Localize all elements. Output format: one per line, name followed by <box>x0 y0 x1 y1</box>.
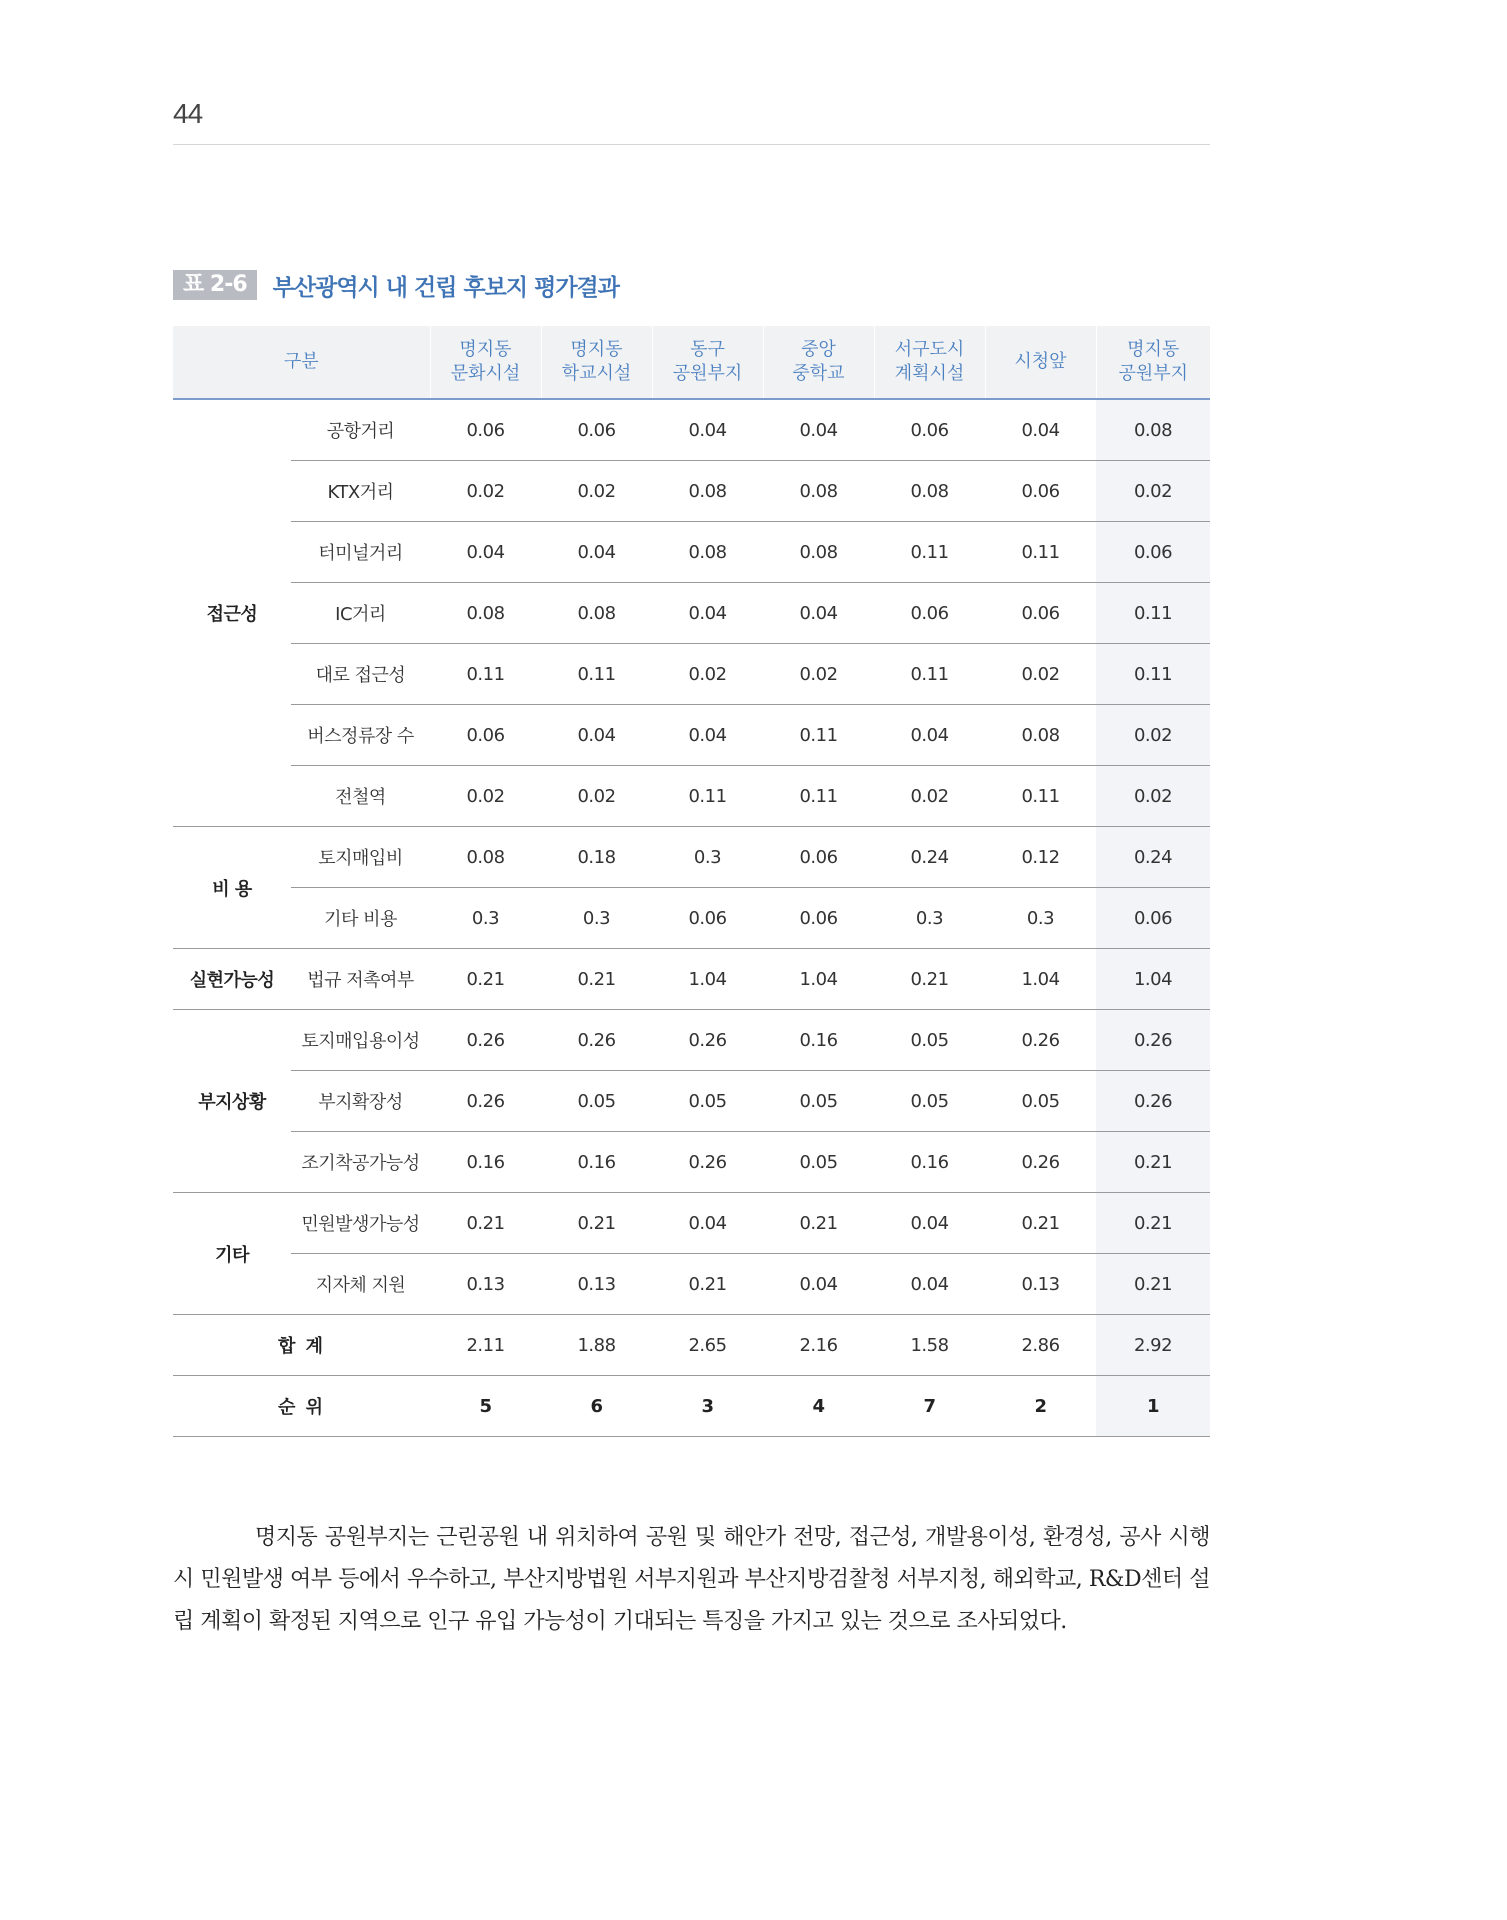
value-cell: 0.18 <box>541 827 652 888</box>
value-cell: 0.16 <box>874 1132 985 1193</box>
value-cell: 0.02 <box>985 644 1096 705</box>
value-cell: 0.06 <box>985 461 1096 522</box>
value-cell: 0.08 <box>652 522 763 583</box>
value-cell: 0.02 <box>541 766 652 827</box>
value-cell: 0.02 <box>652 644 763 705</box>
value-cell: 0.02 <box>541 461 652 522</box>
value-cell: 0.21 <box>985 1193 1096 1254</box>
value-cell: 1.04 <box>1096 949 1210 1010</box>
category-cell: 기타 <box>173 1193 291 1315</box>
value-cell: 0.11 <box>430 644 541 705</box>
value-cell: 0.11 <box>652 766 763 827</box>
value-cell: 0.3 <box>652 827 763 888</box>
value-cell: 0.21 <box>1096 1132 1210 1193</box>
value-cell: 0.13 <box>985 1254 1096 1315</box>
value-cell: 0.08 <box>763 461 874 522</box>
rank-value-cell: 5 <box>430 1376 541 1437</box>
value-cell: 0.06 <box>763 888 874 949</box>
column-header-line: 명지동 <box>1127 339 1180 360</box>
table-label: 표 2-6 <box>173 270 257 300</box>
table-row <box>173 399 1210 461</box>
table-caption <box>173 270 619 300</box>
value-cell: 0.21 <box>652 1254 763 1315</box>
table-row <box>173 888 1210 949</box>
total-label: 합 계 <box>173 1315 430 1376</box>
value-cell: 0.04 <box>985 399 1096 461</box>
total-row <box>173 1315 1210 1376</box>
value-cell: 0.06 <box>1096 522 1210 583</box>
value-cell: 0.06 <box>874 583 985 644</box>
value-cell: 0.26 <box>430 1071 541 1132</box>
value-cell: 0.21 <box>541 1193 652 1254</box>
value-cell: 0.11 <box>763 705 874 766</box>
column-header-line: 학교시설 <box>561 363 632 384</box>
value-cell: 0.06 <box>763 827 874 888</box>
total-value-cell: 2.16 <box>763 1315 874 1376</box>
item-cell: 부지확장성 <box>291 1071 430 1132</box>
value-cell: 0.04 <box>652 583 763 644</box>
value-cell: 0.12 <box>985 827 1096 888</box>
item-cell: 버스정류장 수 <box>291 705 430 766</box>
column-header-line: 동구 <box>690 339 725 360</box>
value-cell: 0.08 <box>874 461 985 522</box>
value-cell: 0.3 <box>430 888 541 949</box>
table-row <box>173 522 1210 583</box>
table-row <box>173 705 1210 766</box>
value-cell: 0.06 <box>985 583 1096 644</box>
value-cell: 0.11 <box>1096 583 1210 644</box>
table-row <box>173 949 1210 1010</box>
value-cell: 0.06 <box>430 399 541 461</box>
item-cell: 지자체 지원 <box>291 1254 430 1315</box>
value-cell: 0.21 <box>430 949 541 1010</box>
column-header <box>874 326 985 399</box>
item-cell: 대로 접근성 <box>291 644 430 705</box>
value-cell: 0.05 <box>874 1071 985 1132</box>
value-cell: 0.04 <box>874 1254 985 1315</box>
value-cell: 0.02 <box>1096 705 1210 766</box>
value-cell: 0.02 <box>763 644 874 705</box>
value-cell: 0.02 <box>430 766 541 827</box>
value-cell: 0.05 <box>541 1071 652 1132</box>
column-header-line: 명지동 <box>570 339 623 360</box>
value-cell: 0.11 <box>541 644 652 705</box>
value-cell: 0.04 <box>430 522 541 583</box>
value-cell: 1.04 <box>652 949 763 1010</box>
column-header-line: 중학교 <box>792 363 845 384</box>
value-cell: 0.11 <box>985 766 1096 827</box>
evaluation-table <box>173 326 1210 1437</box>
value-cell: 1.04 <box>763 949 874 1010</box>
value-cell: 0.21 <box>874 949 985 1010</box>
value-cell: 0.11 <box>985 522 1096 583</box>
value-cell: 0.21 <box>541 949 652 1010</box>
value-cell: 0.26 <box>1096 1010 1210 1071</box>
item-cell: 기타 비용 <box>291 888 430 949</box>
rank-row <box>173 1376 1210 1437</box>
value-cell: 0.16 <box>763 1010 874 1071</box>
value-cell: 0.02 <box>1096 461 1210 522</box>
table-row <box>173 461 1210 522</box>
value-cell: 0.02 <box>430 461 541 522</box>
item-cell: 공항거리 <box>291 399 430 461</box>
value-cell: 0.08 <box>985 705 1096 766</box>
column-header <box>1096 326 1210 399</box>
value-cell: 0.16 <box>430 1132 541 1193</box>
value-cell: 0.06 <box>430 705 541 766</box>
value-cell: 0.11 <box>874 522 985 583</box>
value-cell: 0.04 <box>652 1193 763 1254</box>
body-paragraph: 명지동 공원부지는 근린공원 내 위치하여 공원 및 해안가 전망, 접근성, 개발용이성, 환경성, 공사 시행 시 민원발생 여부 등에서 우수하고, 부산지방법원 서부지원과 부산지방검찰청 서부지청, 해외학교, R&D센터 설립 계획이 확정된 지역으로 인구 유입 가능성이 기대되는 특징을 가지고 있는 것으로 조사되었다. <box>173 1525 1210 1634</box>
value-cell: 0.26 <box>652 1132 763 1193</box>
value-cell: 0.06 <box>541 399 652 461</box>
value-cell: 0.04 <box>541 705 652 766</box>
column-header <box>985 326 1096 399</box>
header-row <box>173 326 1210 399</box>
value-cell: 0.08 <box>763 522 874 583</box>
value-cell: 0.05 <box>652 1071 763 1132</box>
item-cell: 토지매입비 <box>291 827 430 888</box>
value-cell: 0.04 <box>763 399 874 461</box>
value-cell: 0.08 <box>541 583 652 644</box>
rank-value-cell: 1 <box>1096 1376 1210 1437</box>
column-header <box>541 326 652 399</box>
value-cell: 0.26 <box>985 1010 1096 1071</box>
column-header-line: 공원부지 <box>1118 363 1189 384</box>
value-cell: 0.05 <box>763 1132 874 1193</box>
item-cell: 터미널거리 <box>291 522 430 583</box>
category-cell: 접근성 <box>173 399 291 827</box>
total-value-cell: 2.86 <box>985 1315 1096 1376</box>
total-value-cell: 2.65 <box>652 1315 763 1376</box>
table-row <box>173 1254 1210 1315</box>
column-header-line: 공원부지 <box>672 363 743 384</box>
table-row <box>173 827 1210 888</box>
value-cell: 0.13 <box>430 1254 541 1315</box>
value-cell: 0.21 <box>430 1193 541 1254</box>
item-cell: 조기착공가능성 <box>291 1132 430 1193</box>
value-cell: 0.26 <box>1096 1071 1210 1132</box>
value-cell: 0.16 <box>541 1132 652 1193</box>
value-cell: 0.04 <box>763 1254 874 1315</box>
value-cell: 0.04 <box>652 705 763 766</box>
value-cell: 0.26 <box>985 1132 1096 1193</box>
value-cell: 0.26 <box>652 1010 763 1071</box>
column-header <box>652 326 763 399</box>
rank-value-cell: 6 <box>541 1376 652 1437</box>
value-cell: 0.02 <box>874 766 985 827</box>
table-row <box>173 644 1210 705</box>
total-value-cell: 1.58 <box>874 1315 985 1376</box>
column-header-line: 문화시설 <box>450 363 521 384</box>
total-value-cell: 2.11 <box>430 1315 541 1376</box>
value-cell: 0.11 <box>1096 644 1210 705</box>
value-cell: 0.21 <box>763 1193 874 1254</box>
value-cell: 0.05 <box>874 1010 985 1071</box>
item-cell: IC거리 <box>291 583 430 644</box>
total-value-cell: 1.88 <box>541 1315 652 1376</box>
value-cell: 0.04 <box>652 399 763 461</box>
item-cell: 법규 저촉여부 <box>291 949 430 1010</box>
value-cell: 0.04 <box>541 522 652 583</box>
item-cell: KTX거리 <box>291 461 430 522</box>
value-cell: 0.06 <box>874 399 985 461</box>
table-row <box>173 1071 1210 1132</box>
value-cell: 0.26 <box>430 1010 541 1071</box>
column-header-line: 시청앞 <box>1014 351 1067 372</box>
value-cell: 0.08 <box>430 827 541 888</box>
value-cell: 0.11 <box>763 766 874 827</box>
column-header-line: 중앙 <box>801 339 836 360</box>
value-cell: 0.08 <box>652 461 763 522</box>
value-cell: 0.04 <box>763 583 874 644</box>
header-rule <box>173 144 1210 145</box>
category-cell: 비 용 <box>173 827 291 949</box>
value-cell: 0.05 <box>985 1071 1096 1132</box>
value-cell: 0.06 <box>652 888 763 949</box>
rank-value-cell: 7 <box>874 1376 985 1437</box>
value-cell: 0.08 <box>1096 399 1210 461</box>
value-cell: 0.06 <box>1096 888 1210 949</box>
rank-value-cell: 3 <box>652 1376 763 1437</box>
table-row <box>173 1193 1210 1254</box>
value-cell: 0.04 <box>874 705 985 766</box>
column-header-line: 명지동 <box>459 339 512 360</box>
value-cell: 0.21 <box>1096 1254 1210 1315</box>
value-cell: 1.04 <box>985 949 1096 1010</box>
category-cell: 부지상황 <box>173 1010 291 1193</box>
value-cell: 0.26 <box>541 1010 652 1071</box>
column-header-line: 서구도시 <box>894 339 965 360</box>
value-cell: 0.21 <box>1096 1193 1210 1254</box>
value-cell: 0.3 <box>985 888 1096 949</box>
column-header <box>763 326 874 399</box>
value-cell: 0.24 <box>874 827 985 888</box>
value-cell: 0.3 <box>541 888 652 949</box>
value-cell: 0.24 <box>1096 827 1210 888</box>
rank-value-cell: 2 <box>985 1376 1096 1437</box>
item-cell: 전철역 <box>291 766 430 827</box>
table-row <box>173 583 1210 644</box>
value-cell: 0.04 <box>874 1193 985 1254</box>
table-row <box>173 1010 1210 1071</box>
table-row <box>173 1132 1210 1193</box>
value-cell: 0.05 <box>763 1071 874 1132</box>
value-cell: 0.13 <box>541 1254 652 1315</box>
table-row <box>173 766 1210 827</box>
value-cell: 0.3 <box>874 888 985 949</box>
corner-header: 구분 <box>173 326 430 399</box>
value-cell: 0.11 <box>874 644 985 705</box>
item-cell: 토지매입용이성 <box>291 1010 430 1071</box>
item-cell: 민원발생가능성 <box>291 1193 430 1254</box>
column-header-line: 계획시설 <box>894 363 965 384</box>
rank-label: 순 위 <box>173 1376 430 1437</box>
category-cell: 실현가능성 <box>173 949 291 1010</box>
total-value-cell: 2.92 <box>1096 1315 1210 1376</box>
column-header <box>430 326 541 399</box>
table-title: 부산광역시 내 건립 후보지 평가결과 <box>272 274 619 301</box>
value-cell: 0.02 <box>1096 766 1210 827</box>
value-cell: 0.08 <box>430 583 541 644</box>
page-number: 44 <box>173 98 203 129</box>
rank-value-cell: 4 <box>763 1376 874 1437</box>
